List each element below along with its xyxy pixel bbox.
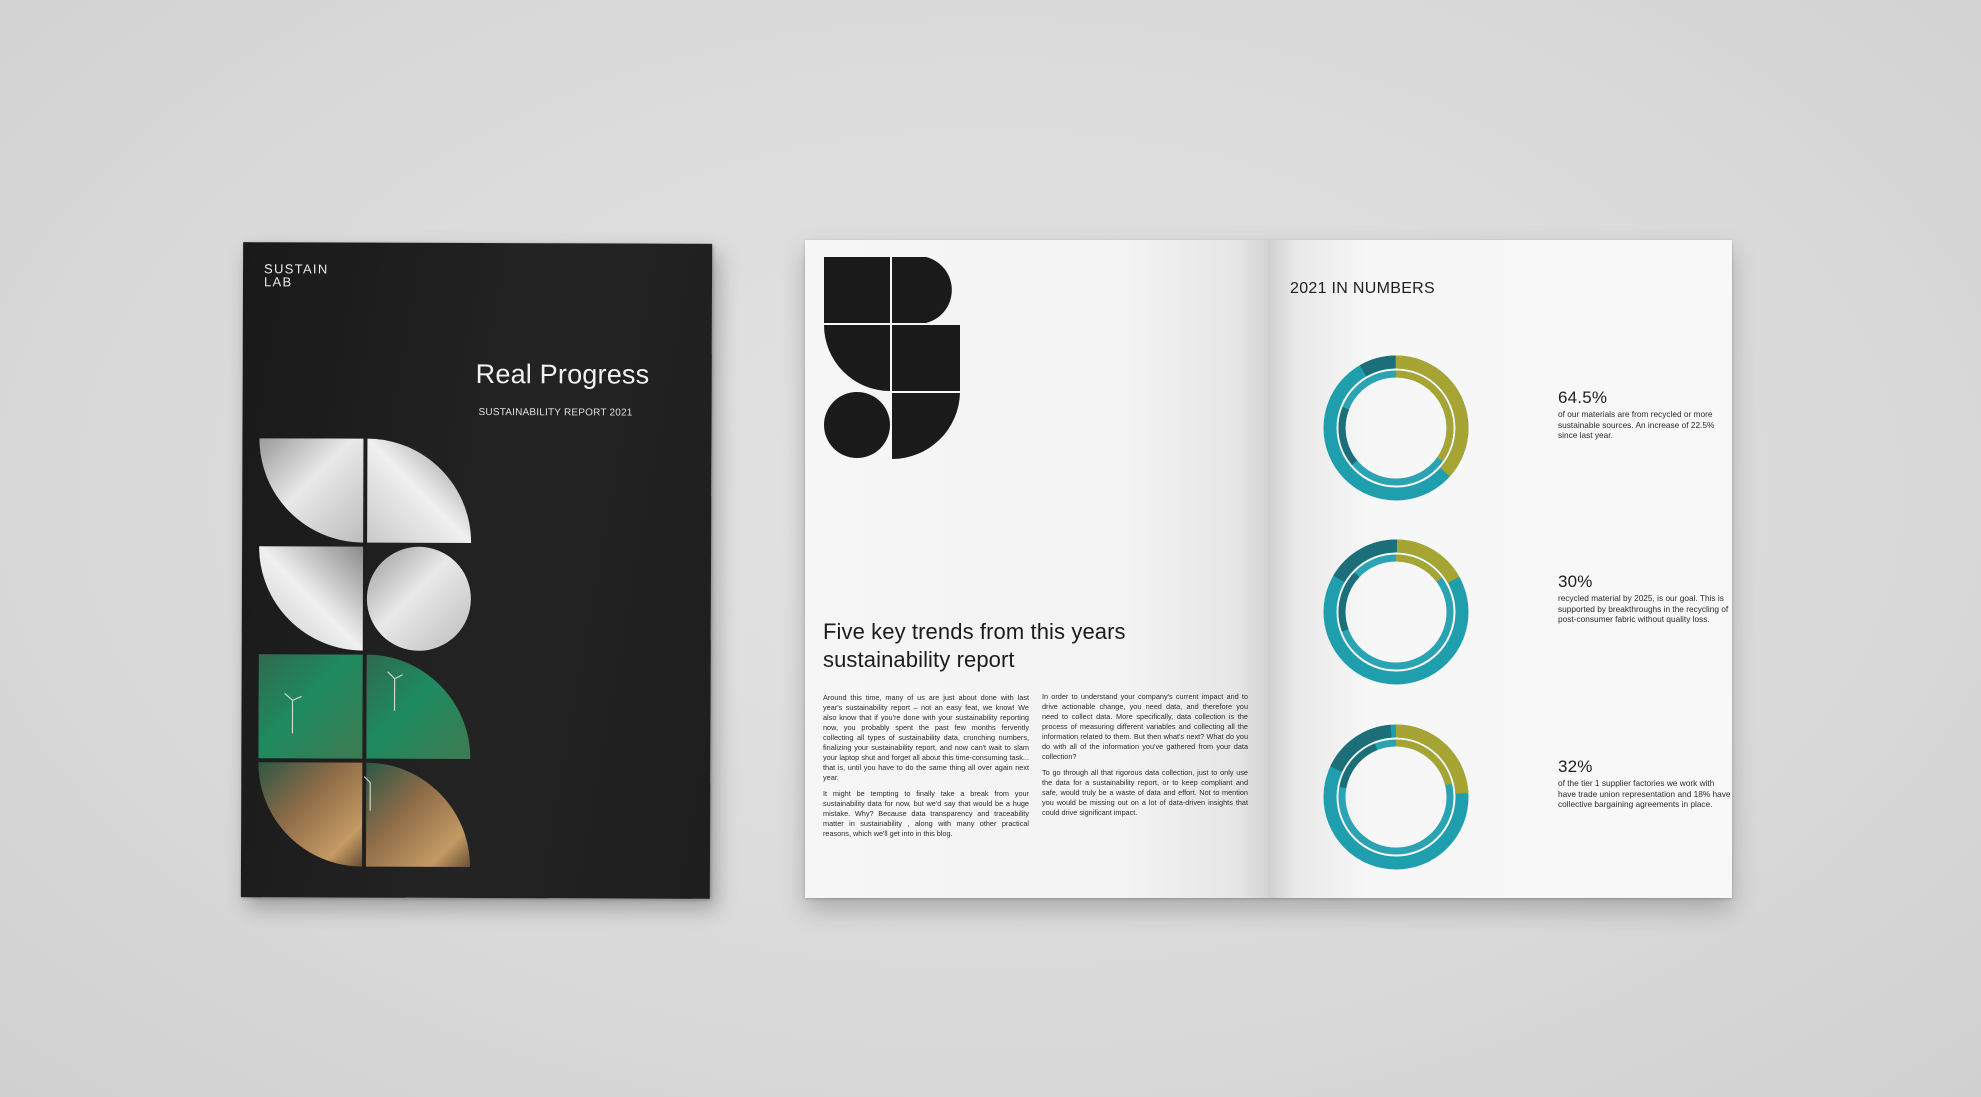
cover-artwork: [258, 438, 480, 879]
brand-logo: [264, 262, 329, 288]
stat-block-1: [1321, 353, 1721, 503]
body-column-2: [1042, 692, 1248, 824]
open-spread: [805, 240, 1732, 898]
sustain-lab-mark: [824, 257, 960, 459]
paragraph: To go through all that rigorous data collection, just to only use the data for a sustainability report, or to keep compliant and safe, would truly be a waste of data and effort. Not to mention you would be missing out on a lot of data-driven insights that could drive significant impact.: [1042, 768, 1248, 817]
donut-ring-1: [1321, 353, 1471, 503]
cover-subtitle: SUSTAINABILITY REPORT 2021: [478, 407, 633, 419]
cover-title: Real Progress: [475, 358, 650, 390]
heading-line-2: sustainability report: [823, 647, 1015, 672]
brand-line-1: SUSTAIN: [264, 261, 329, 277]
paragraph: It might be tempting to finally take a break from your sustainability data for now, but we'd say that would be a huge mistake. Why? Because data transparency and traceability matter in sustainability , along with many other practical reasons, which we'll get into in this blog.: [823, 789, 1029, 838]
stat-description: recycled material by 2025, is our goal. This is supported by breakthroughs in the recycling of post-consumer fabric without quality loss.: [1558, 593, 1729, 624]
stat-value: 30%: [1558, 572, 1593, 591]
brand-line-2: LAB: [263, 274, 293, 290]
body-column-1: [823, 693, 1029, 845]
donut-ring-2: [1321, 537, 1471, 687]
report-cover: [241, 242, 712, 899]
numbers-title: 2021 IN NUMBERS: [1290, 280, 1435, 297]
stat-value: 32%: [1558, 757, 1593, 776]
article-heading: [823, 618, 1183, 674]
heading-line-1: Five key trends from this years: [823, 619, 1126, 644]
right-page: [1268, 240, 1732, 898]
donut-ring-3: [1321, 722, 1471, 872]
paragraph: In order to understand your company's current impact and to drive actionable change, you need data, and therefore you need to collect data. More specifically, data collection is the process of measuring different variables and collecting all the information related to them. But then what's next? What do you do with all of the information you've gathered from your data collection?: [1042, 692, 1248, 761]
stat-value: 64.5%: [1558, 388, 1608, 407]
stat-block-2: [1321, 537, 1729, 687]
paragraph: Around this time, many of us are just about done with last year's sustainability report – not an easy feat, we know! We also know that if you're done with your sustainability reporting now, you probably spent the past few months fervently collecting all types of sustainability data, crunching numbers, finalizing your sustainability report, and now can't wait to slam your laptop shut and forget all about this time-consuming task... that is, until you have to do the same thing all over again next year.: [823, 693, 1029, 782]
stat-description: of the tier 1 supplier factories we work with have trade union representation and 18% have collective bargaining agreements in place.: [1558, 778, 1731, 809]
stat-block-3: [1321, 722, 1731, 872]
stat-description: of our materials are from recycled or more sustainable sources. An increase of 22.5% since last year.: [1558, 409, 1715, 440]
left-page: [805, 240, 1268, 898]
